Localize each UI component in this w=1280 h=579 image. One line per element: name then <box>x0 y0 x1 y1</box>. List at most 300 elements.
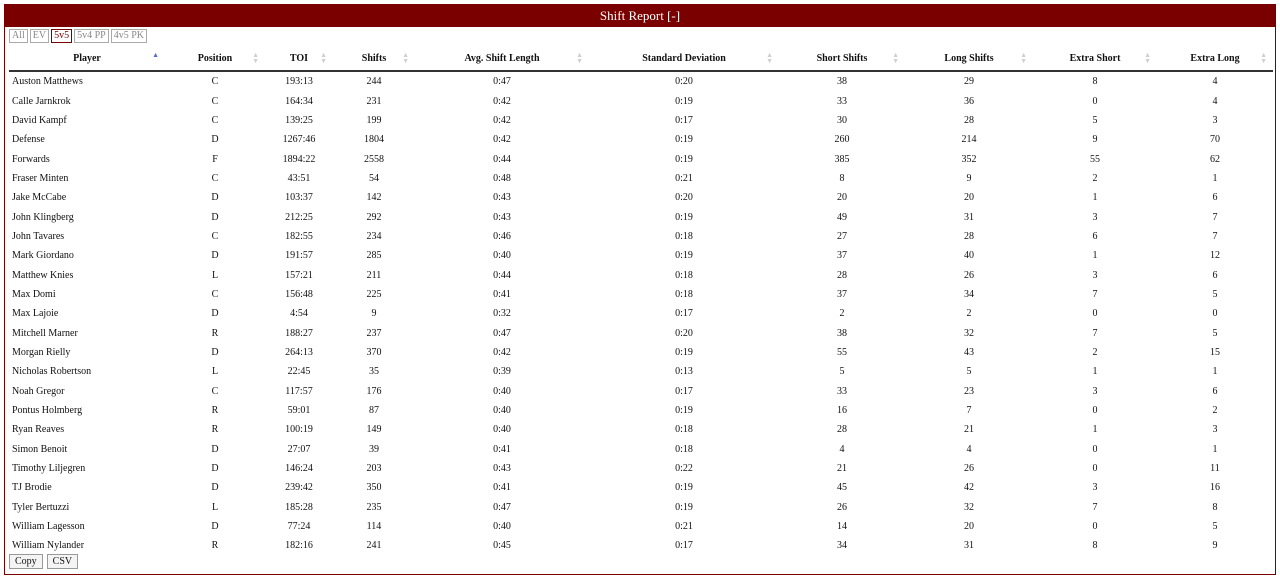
cell-long-shifts: 20 <box>964 192 974 204</box>
cell-long-shifts: 42 <box>964 482 974 494</box>
cell-standard-deviation: 0:18 <box>675 443 693 455</box>
cell-player: Nicholas Robertson <box>12 366 92 378</box>
cell-extra-short: 1 <box>1092 192 1098 204</box>
cell-toi: 193:13 <box>285 76 313 88</box>
cell-shifts: 2558 <box>364 153 384 165</box>
cell-toi: 191:57 <box>285 250 313 262</box>
cell-extra-long: 1 <box>1212 366 1218 378</box>
cell-shifts: 237 <box>366 327 382 339</box>
cell-extra-short: 0 <box>1092 405 1098 417</box>
sort-icon: ▲ ▼ <box>1260 51 1267 65</box>
cell-player: John Klingberg <box>12 211 74 223</box>
cell-extra-long: 5 <box>1212 288 1218 300</box>
cell-short-shifts: 55 <box>837 346 847 358</box>
cell-avg-shift-length: 0:40 <box>493 250 511 262</box>
cell-avg-shift-length: 0:47 <box>493 501 511 513</box>
cell-long-shifts: 29 <box>964 76 974 88</box>
cell-extra-short: 1 <box>1092 366 1098 378</box>
cell-avg-shift-length: 0:42 <box>493 114 511 126</box>
cell-long-shifts: 7 <box>966 405 972 417</box>
cell-avg-shift-length: 0:42 <box>493 134 511 146</box>
cell-extra-short: 2 <box>1092 346 1098 358</box>
cell-extra-short: 3 <box>1092 385 1098 397</box>
cell-standard-deviation: 0:19 <box>675 346 693 358</box>
cell-long-shifts: 31 <box>964 540 974 552</box>
cell-toi: 59:01 <box>287 405 311 417</box>
cell-position: D <box>211 346 219 358</box>
cell-avg-shift-length: 0:41 <box>493 482 511 494</box>
cell-avg-shift-length: 0:48 <box>493 172 511 184</box>
cell-long-shifts: 214 <box>961 134 977 146</box>
cell-short-shifts: 260 <box>834 134 850 146</box>
cell-extra-long: 8 <box>1212 501 1218 513</box>
col-header-toi[interactable]: TOI ▲ ▼ <box>265 46 333 71</box>
cell-toi: 185:28 <box>285 501 313 513</box>
cell-position: C <box>211 76 219 88</box>
sort-icon: ▲ ▼ <box>252 51 259 65</box>
cell-toi: 100:19 <box>285 424 313 436</box>
cell-toi: 157:21 <box>285 269 313 281</box>
cell-extra-short: 3 <box>1092 211 1098 223</box>
table-row <box>9 246 1273 265</box>
sort-icon: ▲ ▼ <box>576 51 583 65</box>
cell-position: R <box>211 540 219 552</box>
cell-shifts: 231 <box>366 95 382 107</box>
cell-standard-deviation: 0:21 <box>675 521 693 533</box>
cell-long-shifts: 26 <box>964 269 974 281</box>
cell-toi: 1894:22 <box>282 153 316 165</box>
cell-short-shifts: 33 <box>837 95 847 107</box>
filter-4v5-pk[interactable]: 4v5 PK <box>111 29 147 43</box>
table-row <box>9 323 1273 342</box>
cell-extra-short: 0 <box>1092 443 1098 455</box>
cell-long-shifts: 43 <box>964 346 974 358</box>
cell-short-shifts: 21 <box>837 463 847 475</box>
cell-position: C <box>211 172 219 184</box>
cell-extra-short: 2 <box>1092 172 1098 184</box>
cell-extra-short: 0 <box>1092 521 1098 533</box>
cell-position: C <box>211 114 219 126</box>
cell-shifts: 35 <box>369 366 379 378</box>
cell-toi: 264:13 <box>285 346 313 358</box>
table-row <box>9 440 1273 459</box>
cell-short-shifts: 33 <box>837 385 847 397</box>
cell-position: D <box>211 308 219 320</box>
cell-player: Matthew Knies <box>12 269 74 281</box>
cell-toi: 182:55 <box>285 230 313 242</box>
cell-long-shifts: 9 <box>966 172 972 184</box>
col-header-short-shifts[interactable]: Short Shifts ▲ ▼ <box>779 46 905 71</box>
cell-extra-short: 7 <box>1092 327 1098 339</box>
table-row <box>9 71 1273 91</box>
cell-player: William Lagesson <box>12 521 85 533</box>
cell-toi: 103:37 <box>285 192 313 204</box>
cell-extra-short: 6 <box>1092 230 1098 242</box>
cell-position: D <box>211 134 219 146</box>
cell-position: C <box>211 230 219 242</box>
cell-short-shifts: 34 <box>837 540 847 552</box>
cell-short-shifts: 38 <box>837 76 847 88</box>
cell-position: D <box>211 482 219 494</box>
cell-avg-shift-length: 0:47 <box>493 327 511 339</box>
cell-extra-short: 1 <box>1092 424 1098 436</box>
cell-player: Simon Benoit <box>12 443 68 455</box>
cell-extra-long: 16 <box>1210 482 1220 494</box>
cell-avg-shift-length: 0:42 <box>493 346 511 358</box>
cell-shifts: 292 <box>366 211 382 223</box>
cell-shifts: 114 <box>366 521 382 533</box>
cell-short-shifts: 28 <box>837 424 847 436</box>
table-row <box>9 111 1273 130</box>
cell-avg-shift-length: 0:44 <box>493 153 511 165</box>
sort-icon: ▲ ▼ <box>320 51 327 65</box>
table-row <box>9 498 1273 517</box>
strength-filter-bar <box>9 29 147 43</box>
col-header-shifts[interactable]: Shifts ▲ ▼ <box>333 46 415 71</box>
cell-standard-deviation: 0:20 <box>675 76 693 88</box>
cell-extra-short: 5 <box>1092 114 1098 126</box>
cell-standard-deviation: 0:20 <box>675 327 693 339</box>
col-header-extra-long[interactable]: Extra Long ▲ ▼ <box>1157 46 1273 71</box>
cell-toi: 22:45 <box>287 366 311 378</box>
cell-long-shifts: 20 <box>964 521 974 533</box>
cell-standard-deviation: 0:13 <box>675 366 693 378</box>
cell-avg-shift-length: 0:46 <box>493 230 511 242</box>
cell-long-shifts: 5 <box>966 366 972 378</box>
table-row <box>9 91 1273 110</box>
cell-position: C <box>211 385 219 397</box>
cell-toi: 146:24 <box>285 463 313 475</box>
cell-toi: 212:25 <box>285 211 313 223</box>
cell-standard-deviation: 0:18 <box>675 230 693 242</box>
cell-short-shifts: 8 <box>839 172 845 184</box>
cell-extra-long: 6 <box>1212 385 1218 397</box>
table-row <box>9 517 1273 536</box>
cell-short-shifts: 45 <box>837 482 847 494</box>
cell-toi: 182:16 <box>285 540 313 552</box>
cell-short-shifts: 20 <box>837 192 847 204</box>
cell-position: D <box>211 443 219 455</box>
cell-shifts: 142 <box>366 192 382 204</box>
table-row <box>9 207 1273 226</box>
cell-avg-shift-length: 0:47 <box>493 76 511 88</box>
cell-short-shifts: 385 <box>834 153 850 165</box>
cell-toi: 188:27 <box>285 327 313 339</box>
cell-shifts: 370 <box>366 346 382 358</box>
cell-toi: 239:42 <box>285 482 313 494</box>
sort-icon: ▲ ▼ <box>1144 51 1151 65</box>
cell-avg-shift-length: 0:40 <box>493 405 511 417</box>
cell-player: Defense <box>12 134 45 146</box>
cell-shifts: 234 <box>366 230 382 242</box>
cell-extra-short: 9 <box>1092 134 1098 146</box>
cell-player: Max Lajoie <box>12 308 59 320</box>
cell-standard-deviation: 0:17 <box>675 308 693 320</box>
sort-icon: ▲ ▼ <box>892 51 899 65</box>
cell-standard-deviation: 0:19 <box>675 501 693 513</box>
cell-player: Mitchell Marner <box>12 327 78 339</box>
cell-shifts: 176 <box>366 385 382 397</box>
cell-extra-long: 70 <box>1210 134 1220 146</box>
cell-extra-long: 5 <box>1212 327 1218 339</box>
cell-player: Morgan Rielly <box>12 346 71 358</box>
table-header-row <box>9 46 1273 71</box>
table-row <box>9 304 1273 323</box>
cell-player: Max Domi <box>12 288 56 300</box>
filter-5v5[interactable]: 5v5 <box>51 29 72 43</box>
cell-extra-short: 3 <box>1092 482 1098 494</box>
col-header-standard-deviation[interactable]: Standard Deviation ▲ ▼ <box>589 46 779 71</box>
export-buttons <box>9 554 78 569</box>
cell-player: Forwards <box>12 153 50 165</box>
table-row <box>9 420 1273 439</box>
cell-long-shifts: 352 <box>961 153 977 165</box>
cell-toi: 156:48 <box>285 288 313 300</box>
cell-shifts: 241 <box>366 540 382 552</box>
cell-standard-deviation: 0:19 <box>675 134 693 146</box>
cell-position: D <box>211 463 219 475</box>
cell-short-shifts: 5 <box>839 366 845 378</box>
cell-standard-deviation: 0:18 <box>675 288 693 300</box>
cell-avg-shift-length: 0:43 <box>493 192 511 204</box>
cell-extra-short: 0 <box>1092 95 1098 107</box>
cell-long-shifts: 28 <box>964 114 974 126</box>
cell-shifts: 244 <box>366 76 382 88</box>
cell-short-shifts: 37 <box>837 288 847 300</box>
cell-player: Auston Matthews <box>12 76 83 88</box>
cell-extra-long: 3 <box>1212 424 1218 436</box>
cell-avg-shift-length: 0:32 <box>493 308 511 320</box>
cell-position: L <box>211 501 219 513</box>
cell-long-shifts: 26 <box>964 463 974 475</box>
shift-report-table <box>9 46 1273 556</box>
cell-shifts: 225 <box>366 288 382 300</box>
cell-short-shifts: 26 <box>837 501 847 513</box>
cell-standard-deviation: 0:17 <box>675 385 693 397</box>
cell-avg-shift-length: 0:41 <box>493 443 511 455</box>
cell-extra-long: 4 <box>1212 76 1218 88</box>
table-row <box>9 343 1273 362</box>
cell-long-shifts: 21 <box>964 424 974 436</box>
table-row <box>9 188 1273 207</box>
cell-standard-deviation: 0:19 <box>675 250 693 262</box>
cell-standard-deviation: 0:18 <box>675 424 693 436</box>
cell-short-shifts: 27 <box>837 230 847 242</box>
col-header-extra-short[interactable]: Extra Short ▲ ▼ <box>1033 46 1157 71</box>
cell-extra-long: 7 <box>1212 211 1218 223</box>
sort-icon: ▲ ▼ <box>1020 51 1027 65</box>
cell-extra-long: 15 <box>1210 346 1220 358</box>
cell-standard-deviation: 0:17 <box>675 540 693 552</box>
table-row <box>9 149 1273 168</box>
cell-position: L <box>211 366 219 378</box>
table-row <box>9 362 1273 381</box>
cell-player: David Kampf <box>12 114 67 126</box>
cell-long-shifts: 40 <box>964 250 974 262</box>
filter-ev[interactable]: EV <box>30 29 49 43</box>
cell-position: F <box>212 153 218 165</box>
cell-shifts: 203 <box>366 463 382 475</box>
cell-extra-long: 1 <box>1212 443 1218 455</box>
cell-extra-long: 7 <box>1212 230 1218 242</box>
cell-standard-deviation: 0:22 <box>675 463 693 475</box>
cell-avg-shift-length: 0:43 <box>493 463 511 475</box>
cell-toi: 1267:46 <box>282 134 316 146</box>
table-row <box>9 536 1273 555</box>
cell-short-shifts: 37 <box>837 250 847 262</box>
cell-extra-short: 3 <box>1092 269 1098 281</box>
cell-shifts: 285 <box>366 250 382 262</box>
table-row <box>9 265 1273 284</box>
cell-shifts: 54 <box>369 172 379 184</box>
cell-avg-shift-length: 0:40 <box>493 385 511 397</box>
cell-player: Jake McCabe <box>12 192 67 204</box>
col-header-position[interactable]: Position ▲ ▼ <box>165 46 265 71</box>
sort-icon: ▲ ▼ <box>766 51 773 65</box>
cell-extra-short: 8 <box>1092 540 1098 552</box>
report-title[interactable]: Shift Report [-] <box>5 5 1275 27</box>
cell-avg-shift-length: 0:44 <box>493 269 511 281</box>
cell-extra-short: 7 <box>1092 288 1098 300</box>
cell-long-shifts: 31 <box>964 211 974 223</box>
cell-player: Noah Gregor <box>12 385 65 397</box>
cell-shifts: 149 <box>366 424 382 436</box>
sort-asc-icon: ▲ <box>152 51 159 59</box>
cell-extra-short: 8 <box>1092 76 1098 88</box>
cell-player: Pontus Holmberg <box>12 405 83 417</box>
cell-toi: 43:51 <box>287 172 311 184</box>
cell-extra-long: 9 <box>1212 540 1218 552</box>
table-row <box>9 382 1273 401</box>
table-row <box>9 285 1273 304</box>
cell-standard-deviation: 0:19 <box>675 211 693 223</box>
cell-short-shifts: 14 <box>837 521 847 533</box>
cell-extra-long: 4 <box>1212 95 1218 107</box>
cell-extra-long: 1 <box>1212 172 1218 184</box>
table-row <box>9 459 1273 478</box>
col-header-avg-shift-length[interactable]: Avg. Shift Length ▲ ▼ <box>415 46 589 71</box>
cell-long-shifts: 4 <box>966 443 972 455</box>
cell-extra-long: 62 <box>1210 153 1220 165</box>
cell-short-shifts: 38 <box>837 327 847 339</box>
cell-toi: 139:25 <box>285 114 313 126</box>
cell-avg-shift-length: 0:45 <box>493 540 511 552</box>
cell-shifts: 9 <box>371 308 377 320</box>
cell-standard-deviation: 0:19 <box>675 153 693 165</box>
cell-standard-deviation: 0:19 <box>675 482 693 494</box>
cell-player: Mark Giordano <box>12 250 74 262</box>
cell-short-shifts: 16 <box>837 405 847 417</box>
cell-avg-shift-length: 0:40 <box>493 521 511 533</box>
cell-extra-short: 0 <box>1092 463 1098 475</box>
table-row <box>9 401 1273 420</box>
cell-player: Tyler Bertuzzi <box>12 501 70 513</box>
cell-extra-long: 0 <box>1212 308 1218 320</box>
cell-position: C <box>211 95 219 107</box>
cell-toi: 27:07 <box>287 443 311 455</box>
cell-player: William Nylander <box>12 540 85 552</box>
cell-avg-shift-length: 0:40 <box>493 424 511 436</box>
cell-long-shifts: 36 <box>964 95 974 107</box>
cell-extra-long: 12 <box>1210 250 1220 262</box>
cell-shifts: 87 <box>369 405 379 417</box>
cell-extra-long: 5 <box>1212 521 1218 533</box>
cell-shifts: 350 <box>366 482 382 494</box>
cell-toi: 4:54 <box>290 308 308 320</box>
table-row <box>9 130 1273 149</box>
cell-long-shifts: 32 <box>964 327 974 339</box>
cell-shifts: 235 <box>366 501 382 513</box>
cell-standard-deviation: 0:20 <box>675 192 693 204</box>
cell-toi: 77:24 <box>287 521 311 533</box>
cell-player: Fraser Minten <box>12 172 69 184</box>
cell-position: R <box>211 405 219 417</box>
cell-extra-short: 7 <box>1092 501 1098 513</box>
cell-long-shifts: 34 <box>964 288 974 300</box>
filter-5v4-pp[interactable]: 5v4 PP <box>74 29 109 43</box>
cell-position: D <box>211 192 219 204</box>
col-header-long-shifts[interactable]: Long Shifts ▲ ▼ <box>905 46 1033 71</box>
copy-button[interactable]: Copy <box>9 554 43 569</box>
col-header-player[interactable]: Player ▲ <box>9 46 165 71</box>
cell-long-shifts: 23 <box>964 385 974 397</box>
cell-player: Ryan Reaves <box>12 424 65 436</box>
cell-extra-long: 2 <box>1212 405 1218 417</box>
cell-position: L <box>211 269 219 281</box>
cell-extra-short: 1 <box>1092 250 1098 262</box>
cell-toi: 164:34 <box>285 95 313 107</box>
cell-short-shifts: 30 <box>837 114 847 126</box>
cell-extra-short: 55 <box>1090 153 1100 165</box>
cell-extra-long: 11 <box>1210 463 1220 475</box>
cell-short-shifts: 28 <box>837 269 847 281</box>
cell-player: TJ Brodie <box>12 482 52 494</box>
cell-long-shifts: 2 <box>966 308 972 320</box>
cell-avg-shift-length: 0:42 <box>493 95 511 107</box>
table-row <box>9 169 1273 188</box>
table-row <box>9 227 1273 246</box>
cell-avg-shift-length: 0:43 <box>493 211 511 223</box>
cell-shifts: 1804 <box>364 134 384 146</box>
cell-shifts: 199 <box>366 114 382 126</box>
cell-player: Calle Jarnkrok <box>12 95 71 107</box>
table-row <box>9 478 1273 497</box>
cell-player: Timothy Liljegren <box>12 463 86 475</box>
cell-toi: 117:57 <box>285 385 313 397</box>
cell-extra-long: 6 <box>1212 192 1218 204</box>
cell-standard-deviation: 0:18 <box>675 269 693 281</box>
cell-avg-shift-length: 0:39 <box>493 366 511 378</box>
cell-short-shifts: 2 <box>839 308 845 320</box>
cell-avg-shift-length: 0:41 <box>493 288 511 300</box>
cell-standard-deviation: 0:17 <box>675 114 693 126</box>
cell-standard-deviation: 0:19 <box>675 95 693 107</box>
cell-long-shifts: 28 <box>964 230 974 242</box>
cell-standard-deviation: 0:21 <box>675 172 693 184</box>
cell-position: D <box>211 211 219 223</box>
cell-position: R <box>211 424 219 436</box>
cell-shifts: 39 <box>369 443 379 455</box>
table-body <box>9 71 1273 556</box>
cell-extra-short: 0 <box>1092 308 1098 320</box>
cell-position: C <box>211 288 219 300</box>
cell-extra-long: 3 <box>1212 114 1218 126</box>
cell-standard-deviation: 0:19 <box>675 405 693 417</box>
filter-all[interactable]: All <box>9 29 28 43</box>
cell-short-shifts: 49 <box>837 211 847 223</box>
csv-button[interactable]: CSV <box>47 554 78 569</box>
shift-report-panel <box>4 4 1276 575</box>
